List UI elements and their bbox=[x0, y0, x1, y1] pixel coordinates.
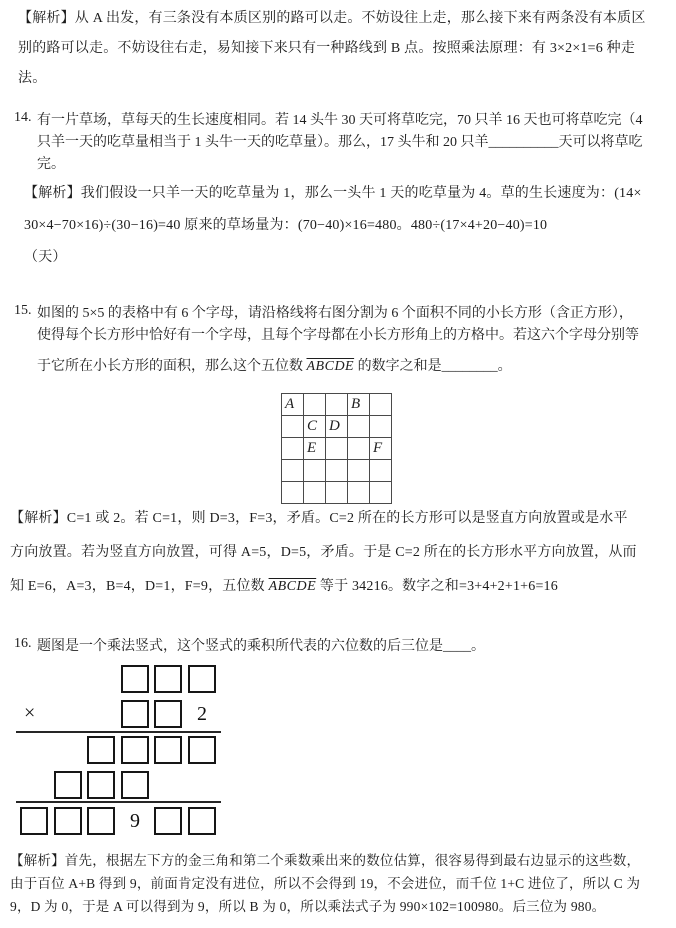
grid-cell bbox=[348, 438, 370, 460]
known-digit: 9 bbox=[130, 810, 140, 832]
text-line: 【解析】首先，根据左下方的金三角和第二个乘数乘出来的数位估算，很容易得到最右边显示的这些数， bbox=[10, 853, 641, 868]
grid-letter-cell: A bbox=[282, 394, 304, 416]
digit-box bbox=[154, 700, 182, 728]
grid-cell bbox=[370, 416, 392, 438]
grid-cell bbox=[370, 482, 392, 504]
text-line: 完。 bbox=[37, 157, 65, 172]
text-line: 知 E=6，A=3，B=4，D=1，F=9，五位数 ABCDE 等于 34216。数字之和=3+4+2+1+6=16 bbox=[10, 579, 558, 594]
multiply-sign: × bbox=[24, 702, 36, 724]
text-line: 使得每个长方形中恰好有一个字母，且每个字母都在小长方形角上的方格中。若这六个字母分别等 bbox=[37, 328, 639, 343]
problem-16 bbox=[0, 636, 676, 658]
text-line: 9，D 为 0，于是 A 可以得到为 9，所以 B 为 0，所以乘法式子为 990×102=100980。后三位为 980。 bbox=[10, 899, 606, 914]
text-line: 由于百位 A+B 得到 9，前面肯定没有进位，所以不会得到 19，不会进位，而千位 1+C 进位了，所以 C 为 bbox=[10, 876, 641, 891]
grid-letter-cell: F bbox=[370, 438, 392, 460]
grid-figure bbox=[281, 393, 392, 504]
grid-cell bbox=[282, 460, 304, 482]
grid-cell bbox=[348, 460, 370, 482]
text-line: 于它所在小长方形的面积，那么这个五位数 ABCDE 的数字之和是________。 bbox=[37, 359, 512, 374]
text-line: 【解析】我们假设一只羊一天的吃草量为 1，那么一头牛 1 天的吃草量为 4。草的生长速度为：(14× bbox=[24, 186, 642, 201]
text-line: （天） bbox=[24, 250, 67, 265]
digit-box bbox=[87, 771, 115, 799]
problem-15-number: 15. bbox=[14, 303, 32, 318]
text-line: 只羊一天的吃草量相当于 1 头牛一天的吃草量）。那么，17 头牛和 20 只羊__________天可以将草吃 bbox=[37, 135, 643, 150]
grid-cell bbox=[282, 416, 304, 438]
grid-cell bbox=[304, 482, 326, 504]
text-line: 【解析】C=1 或 2。若 C=1，则 D=3，F=3，矛盾。C=2 所在的长方形可以是竖直方向放置或是水平 bbox=[10, 511, 628, 526]
digit-box bbox=[121, 736, 149, 764]
text-line: 如图的 5×5 的表格中有 6 个字母，请沿格线将右图分割为 6 个面积不同的小长方形（含正方形）， bbox=[37, 306, 633, 321]
analysis-15 bbox=[10, 502, 666, 604]
text-line: 30×4−70×16)÷(30−16)=40 原来的草场量为：(70−40)×16=480。480÷(17×4+20−40)=10 bbox=[24, 218, 548, 233]
digit-box bbox=[54, 771, 82, 799]
analysis-14 bbox=[24, 178, 664, 274]
digit-box bbox=[87, 736, 115, 764]
grid-letter-cell: D bbox=[326, 416, 348, 438]
digit-box bbox=[154, 807, 182, 835]
digit-box bbox=[154, 736, 182, 764]
text-line: 别的路可以走。不妨设往右走，易知接下来只有一种路线到 B 点。按照乘法原理：有 3×2×1=6 种走 bbox=[18, 41, 636, 56]
text-line: 【解析】从 A 出发，有三条没有本质区别的路可以走。不妨设往上走，那么接下来有两条没有本质区 bbox=[18, 11, 646, 26]
digit-box bbox=[87, 807, 115, 835]
abcde-overline: ABCDE bbox=[268, 579, 317, 594]
text-line: 法。 bbox=[18, 71, 47, 86]
problem-15-text bbox=[37, 303, 676, 378]
analysis-16 bbox=[10, 849, 670, 918]
analysis-13 bbox=[18, 4, 664, 94]
digit-box bbox=[121, 665, 149, 693]
text-line: 有一片草场，草每天的生长速度相同。若 14 头牛 30 天可将草吃完，70 只羊 16 天也可将草吃完（4 bbox=[37, 113, 643, 128]
problem-16-number: 16. bbox=[14, 636, 32, 651]
multiplication-figure bbox=[16, 665, 236, 837]
grid-cell bbox=[326, 394, 348, 416]
problem-14 bbox=[0, 110, 676, 176]
text-line: 方向放置。若为竖直方向放置，可得 A=5，D=5，矛盾。于是 C=2 所在的长方形水平方向放置，从而 bbox=[10, 545, 637, 560]
grid-letter-cell: B bbox=[348, 394, 370, 416]
grid-cell bbox=[326, 482, 348, 504]
digit-box bbox=[154, 665, 182, 693]
multiplication-rule-line bbox=[16, 731, 221, 733]
digit-box bbox=[188, 807, 216, 835]
grid-cell bbox=[304, 460, 326, 482]
problem-14-number: 14. bbox=[14, 110, 32, 125]
grid-cell bbox=[348, 416, 370, 438]
digit-box bbox=[20, 807, 48, 835]
multiplication-rule-line bbox=[16, 801, 221, 803]
digit-box bbox=[188, 665, 216, 693]
grid-cell bbox=[348, 482, 370, 504]
digit-box bbox=[54, 807, 82, 835]
grid-cell bbox=[304, 394, 326, 416]
digit-box bbox=[121, 771, 149, 799]
grid-cell bbox=[326, 438, 348, 460]
grid-letter-cell: C bbox=[304, 416, 326, 438]
problem-16-text: 题图是一个乘法竖式，这个竖式的乘积所代表的六位数的后三位是____。 bbox=[37, 639, 485, 654]
digit-box bbox=[188, 736, 216, 764]
grid-cell bbox=[326, 460, 348, 482]
known-digit: 2 bbox=[197, 703, 207, 725]
abcde-overline: ABCDE bbox=[306, 359, 355, 374]
grid-cell bbox=[370, 460, 392, 482]
problem-15 bbox=[0, 303, 676, 378]
grid-cell bbox=[370, 394, 392, 416]
grid-letter-cell: E bbox=[304, 438, 326, 460]
problem-14-text bbox=[37, 110, 676, 176]
grid-cell bbox=[282, 438, 304, 460]
digit-box bbox=[121, 700, 149, 728]
grid-cell bbox=[282, 482, 304, 504]
